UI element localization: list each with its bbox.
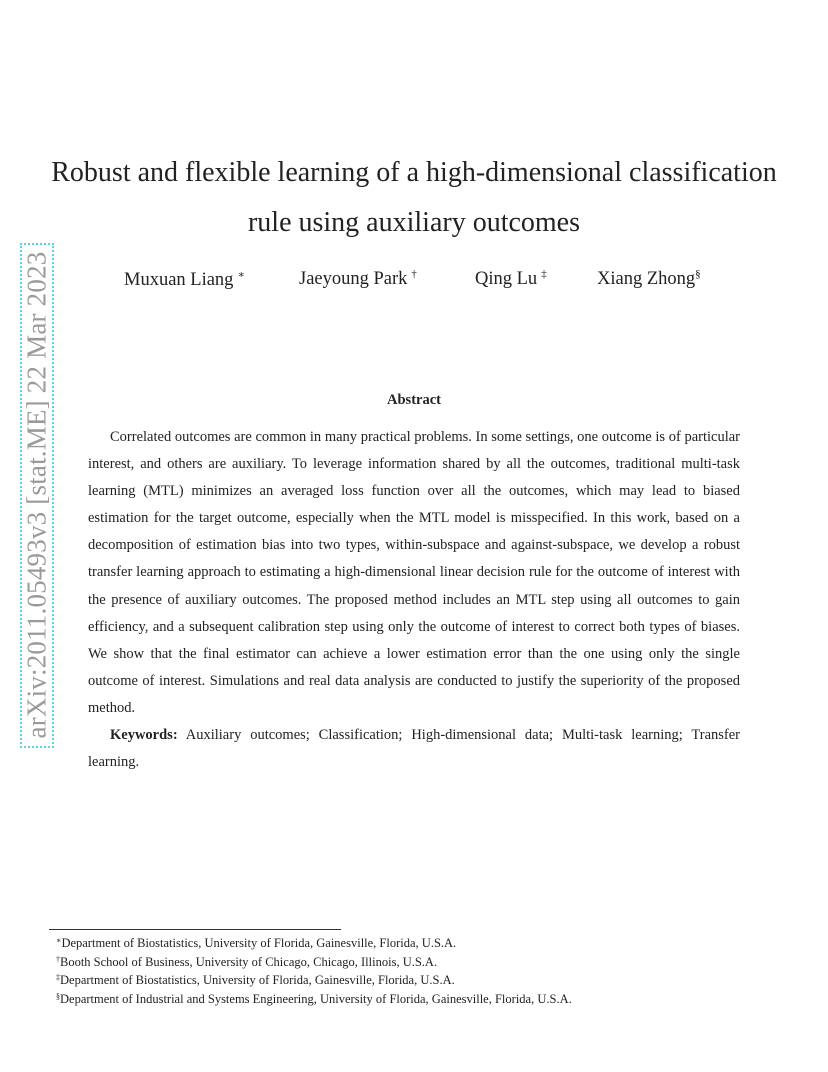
author-list (0, 268, 828, 294)
footnote-4 (56, 989, 776, 1008)
author-2 (299, 268, 417, 290)
author-name: Muxuan Liang (124, 270, 234, 290)
paper-title (0, 148, 828, 248)
footnote-text: Department of Industrial and Systems Engineering, University of Florida, Gainesville, Florida, U.S.A. (60, 991, 572, 1006)
title-line-1: Robust and flexible learning of a high-dimensional classification (51, 157, 777, 188)
keywords-label: Keywords: (110, 727, 178, 744)
footnote-mark[interactable]: ∗ (237, 269, 245, 281)
footnote-mark: § (56, 991, 60, 1001)
abstract-section (88, 424, 740, 776)
abstract-heading: Abstract (387, 392, 441, 408)
author-3 (475, 268, 547, 290)
author-4 (597, 268, 701, 290)
footnote-mark: ∗ (56, 936, 62, 945)
author-1 (124, 268, 245, 291)
footnote-mark[interactable]: † (411, 268, 417, 280)
footnote-mark: † (56, 954, 60, 964)
keywords-text: Auxiliary outcomes; Classification; High-dimensional data; Multi-task learning; Transfer learning. (88, 727, 740, 771)
footnote-1 (56, 933, 776, 952)
keywords-paragraph (88, 722, 740, 776)
footnote-text: Booth School of Business, University of Chicago, Chicago, Illinois, U.S.A. (60, 954, 438, 969)
abstract-text: Correlated outcomes are common in many practical problems. In some settings, one outcome is of particular interest, and others are auxiliary. To leverage information shared by all the outcomes, traditional multi-task learning (MTL) minimizes an averaged loss function over all the outcomes, which may lead to biased estimation for the target outcome, especially when the MTL model is misspecified. In this work, based on a decomposition of estimation bias into two types, within-subspace and against-subspace, we develop a robust transfer learning approach to estimating a high-dimensional linear decision rule for the outcome of interest with the presence of auxiliary outcomes. The proposed method includes an MTL step using all outcomes to gain efficiency, and a subsequent calibration step using only the outcome of interest to correct both types of biases. We show that the final estimator can achieve a lower estimation error than the one using only the single outcome of interest. Simulations and real data analysis are conducted to justify the superiority of the proposed method. (88, 429, 740, 716)
author-name: Qing Lu (475, 269, 538, 289)
title-line-2: rule using auxiliary outcomes (247, 207, 581, 238)
footnotes (56, 933, 776, 1007)
footnote-divider (49, 929, 341, 930)
footnote-text: Department of Biostatistics, University of Florida, Gainesville, Florida, U.S.A. (61, 936, 457, 950)
footnote-mark[interactable]: ‡ (541, 268, 547, 280)
footnote-mark: ‡ (56, 973, 60, 982)
arxiv-identifier[interactable]: arXiv:2011.05493v3 [stat.ME] 22 Mar 2023 (21, 251, 52, 739)
footnote-3 (56, 970, 776, 989)
footnote-text: Department of Biostatistics, University of Florida, Gainesville, Florida, U.S.A. (60, 973, 455, 987)
footnote-mark[interactable]: § (695, 268, 701, 280)
footnote-2 (56, 952, 776, 971)
author-name: Jaeyoung Park (299, 269, 408, 289)
author-name: Xiang Zhong (597, 269, 696, 289)
